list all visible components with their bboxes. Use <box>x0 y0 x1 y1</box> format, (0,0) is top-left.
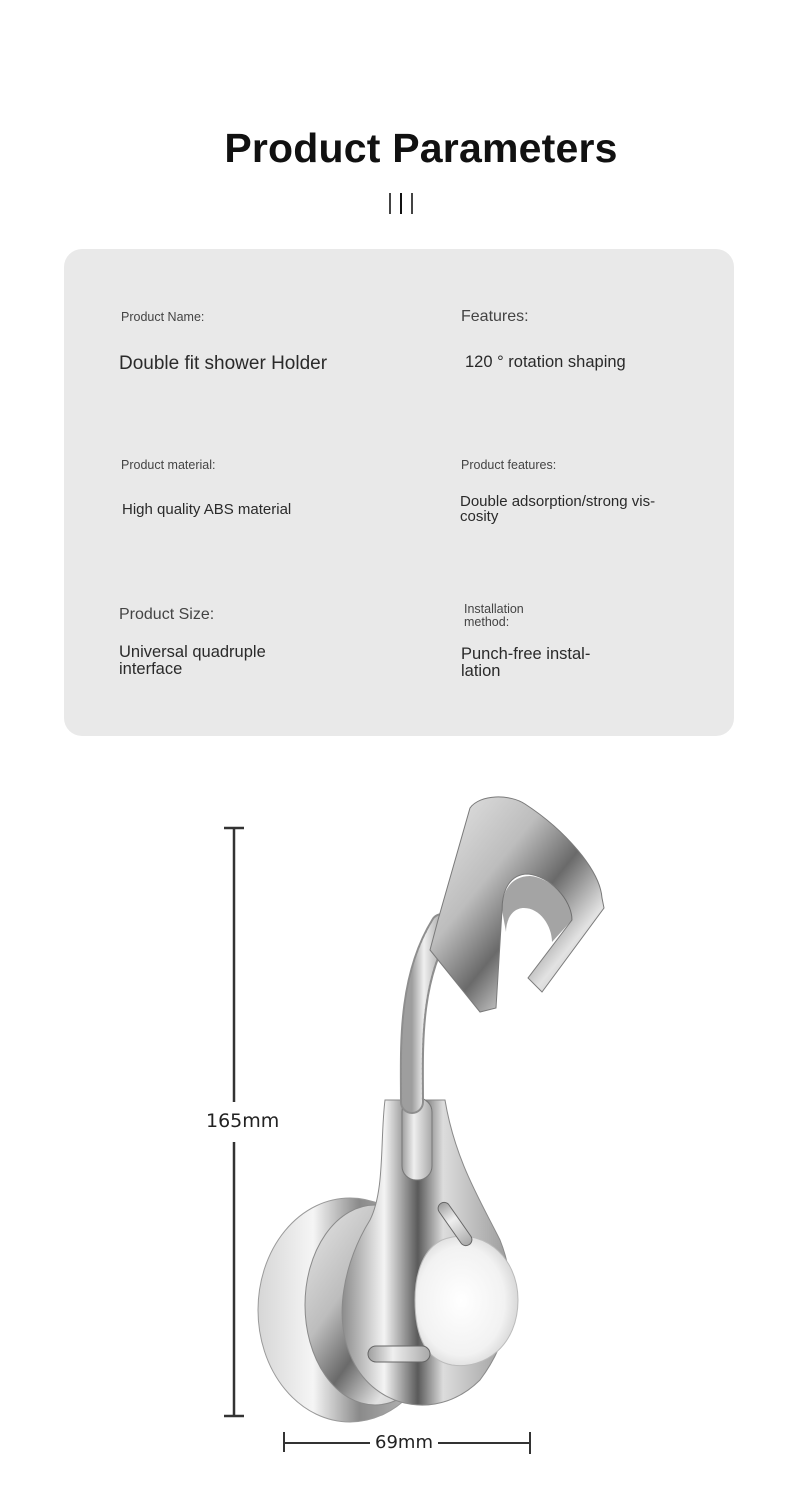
param-features-value-cell <box>465 354 626 371</box>
param-label: Product Name: <box>121 310 205 324</box>
param-product-size-value-cell <box>119 644 266 677</box>
height-dimension-label: 165mm <box>206 1110 280 1132</box>
rotation-knob <box>415 1236 518 1366</box>
product-image <box>180 780 640 1470</box>
param-features <box>461 309 529 325</box>
param-product-material <box>121 459 215 472</box>
param-product-name-value-cell <box>119 354 327 373</box>
param-value-line: Universal quadruple <box>119 643 266 661</box>
divider-icon <box>389 193 413 214</box>
param-value-line: interface <box>119 659 183 678</box>
param-product-features-value-cell <box>460 494 655 524</box>
param-label-line: method: <box>464 614 510 629</box>
divider-bar <box>411 193 413 214</box>
param-label-line: Installation <box>464 602 524 616</box>
param-label: Product material: <box>121 458 216 472</box>
width-dimension-label: 69mm <box>375 1432 433 1453</box>
parameters-card <box>64 249 734 736</box>
param-value: High quality ABS material <box>122 501 292 518</box>
param-label: Product features: <box>461 458 557 472</box>
param-installation-method-value-cell <box>461 646 590 679</box>
param-value: 120 ° rotation shaping <box>465 353 626 371</box>
param-value-line: cosity <box>460 508 499 525</box>
param-product-size <box>119 607 214 623</box>
page-title: Product Parameters <box>224 125 618 172</box>
param-installation-method <box>464 603 524 628</box>
divider-bar <box>389 193 391 214</box>
param-label: Product Size: <box>119 606 215 623</box>
param-label: Features: <box>461 308 529 325</box>
param-product-name <box>121 311 204 324</box>
param-value-line: Double adsorption/strong vis- <box>460 493 656 510</box>
param-value-line: Punch-free instal- <box>461 645 591 663</box>
param-product-features <box>461 459 556 472</box>
param-product-material-value-cell <box>122 502 291 517</box>
param-value-line: lation <box>461 661 501 680</box>
param-value: Double fit shower Holder <box>119 353 328 374</box>
divider-bar <box>400 193 402 214</box>
